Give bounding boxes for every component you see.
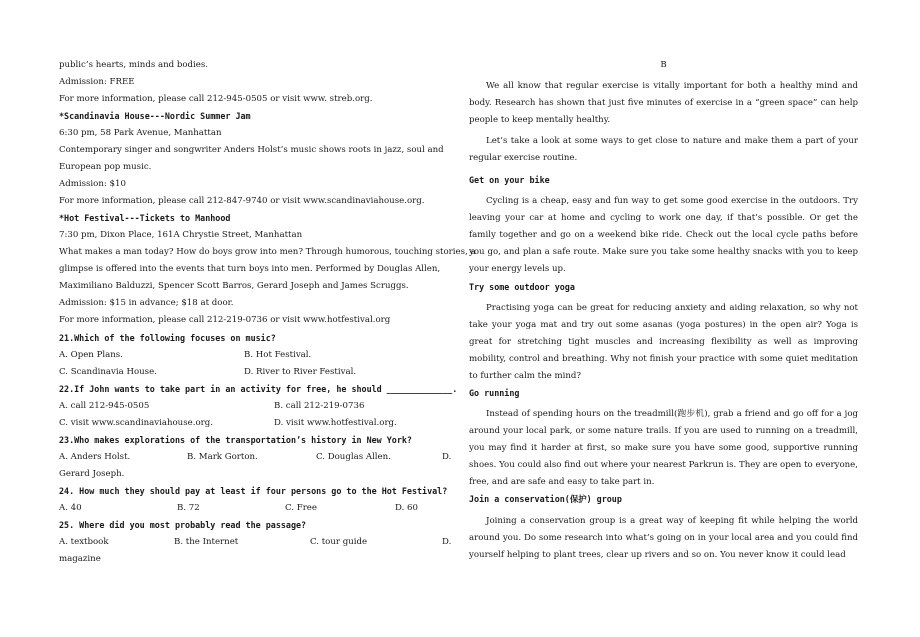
option-a: A. call 212-945-0505	[59, 401, 150, 411]
option-d: D. River to River Festival.	[244, 367, 357, 377]
paragraph: We all know that regular exercise is vitally important for both a healthy mind and body. Research has shown that just five minutes of exercise in a “green space” can help people to keep mentally healthy.	[469, 81, 858, 125]
paragraph: Practising yoga can be great for reducing anxiety and aiding relaxation, so why not take your yoga mat and try out some asanas (yoga postures) in the open air? Yoga is great for stretching tight muscles and increasing flexibility as well as improving mobility, control and breathing. Why not finish your practice with some quiet meditation to further calm the mind?	[469, 303, 858, 381]
option-d: D.	[442, 452, 452, 462]
text-line: What makes a man today? How do boys grow into men? Through humorous, touching stories, a	[59, 247, 476, 257]
right-column	[469, 0, 858, 637]
option-a: A. textbook	[59, 537, 109, 547]
text-line: Contemporary singer and songwriter Anders Holst’s music shows roots in jazz, soul and	[59, 145, 444, 155]
text-line: For more information, please call 212-847-9740 or visit www.scandinaviahouse.org.	[59, 196, 425, 206]
event-heading: *Hot Festival---Tickets to Manhood	[59, 213, 231, 223]
text-line: public’s hearts, minds and bodies.	[59, 60, 209, 70]
left-column	[59, 0, 476, 637]
option-c: C. Scandinavia House.	[59, 367, 157, 377]
question-21: 21.Which of the following focuses on music?	[59, 333, 276, 343]
option-b: B. Mark Gorton.	[187, 452, 258, 462]
text-line: 7:30 pm, Dixon Place, 161A Chrystie Street, Manhattan	[59, 230, 303, 240]
option-a: A. Anders Holst.	[59, 452, 131, 462]
paragraph: Joining a conservation group is a great way of keeping fit while helping the world around you. Do some research into what’s going on in your local area and you could find yourself helping to plant trees, clear up rivers and so on. You never know it could lead	[469, 516, 858, 560]
question-22: 22.If John wants to take part in an activity for free, he should _____________.	[59, 384, 458, 394]
question-23: 23.Who makes explorations of the transportation’s history in New York?	[59, 435, 412, 445]
option-d-text: magazine	[59, 554, 101, 564]
option-b: B. 72	[177, 503, 200, 513]
text-line: glimpse is offered into the events that turn boys into men. Performed by Douglas Allen,	[59, 264, 441, 274]
text-line: For more information, please call 212-945-0505 or visit www. streb.org.	[59, 94, 373, 104]
text-line: For more information, please call 212-219-0736 or visit www.hotfestival.org	[59, 315, 391, 325]
section-heading: Get on your bike	[469, 175, 550, 185]
section-heading: Go running	[469, 388, 520, 398]
section-heading: Try some outdoor yoga	[469, 282, 575, 292]
paragraph: Cycling is a cheap, easy and fun way to get some good exercise in the outdoors. Try leaving your car at home and cycling to work one day, if that’s possible. Or get the family together and go on a weekend bike ride. Check out the local cycle paths before you go, and plan a safe route. Make sure you take some healthy snacks with you to keep your energy levels up.	[469, 196, 858, 274]
text-line: Admission: $15 in advance; $18 at door.	[59, 298, 234, 308]
text-line: 6:30 pm, 58 Park Avenue, Manhattan	[59, 128, 222, 138]
text-line: Maximiliano Balduzzi, Spencer Scott Barros, Gerard Joseph and James Scruggs.	[59, 281, 409, 291]
option-c: C. visit www.scandinaviahouse.org.	[59, 418, 213, 428]
event-heading: *Scandinavia House---Nordic Summer Jam	[59, 111, 251, 121]
paragraph: Instead of spending hours on the treadmill(跑步机), grab a friend and go off for a jog around your local park, or some nature trails. If you are used to running on a treadmill, you may find it harder at first, so make sure you have some good, supportive running shoes. You could also find out where your nearest Parkrun is. They are open to everyone, free, and are safe and easy to take part in.	[469, 409, 858, 487]
question-25: 25. Where did you most probably read the passage?	[59, 520, 307, 530]
option-b: B. Hot Festival.	[244, 350, 312, 360]
question-24: 24. How much they should pay at least if four persons go to the Hot Festival?	[59, 486, 448, 496]
option-d: D.	[442, 537, 452, 547]
text-line: Admission: FREE	[59, 77, 135, 87]
option-c: C. Free	[285, 503, 317, 513]
option-b: B. the Internet	[174, 537, 239, 547]
option-c: C. tour guide	[310, 537, 368, 547]
section-label: B	[660, 60, 667, 70]
option-d-text: Gerard Joseph.	[59, 469, 125, 479]
option-a: A. Open Plans.	[59, 350, 123, 360]
text-line: European pop music.	[59, 162, 152, 172]
section-heading: Join a conservation(保护) group	[469, 494, 622, 504]
option-a: A. 40	[59, 503, 82, 513]
paragraph: Let’s take a look at some ways to get close to nature and make them a part of your regular exercise routine.	[469, 136, 858, 163]
option-b: B. call 212-219-0736	[274, 401, 365, 411]
option-d: D. 60	[395, 503, 418, 513]
option-d: D. visit www.hotfestival.org.	[274, 418, 397, 428]
option-c: C. Douglas Allen.	[316, 452, 391, 462]
text-line: Admission: $10	[59, 179, 126, 189]
